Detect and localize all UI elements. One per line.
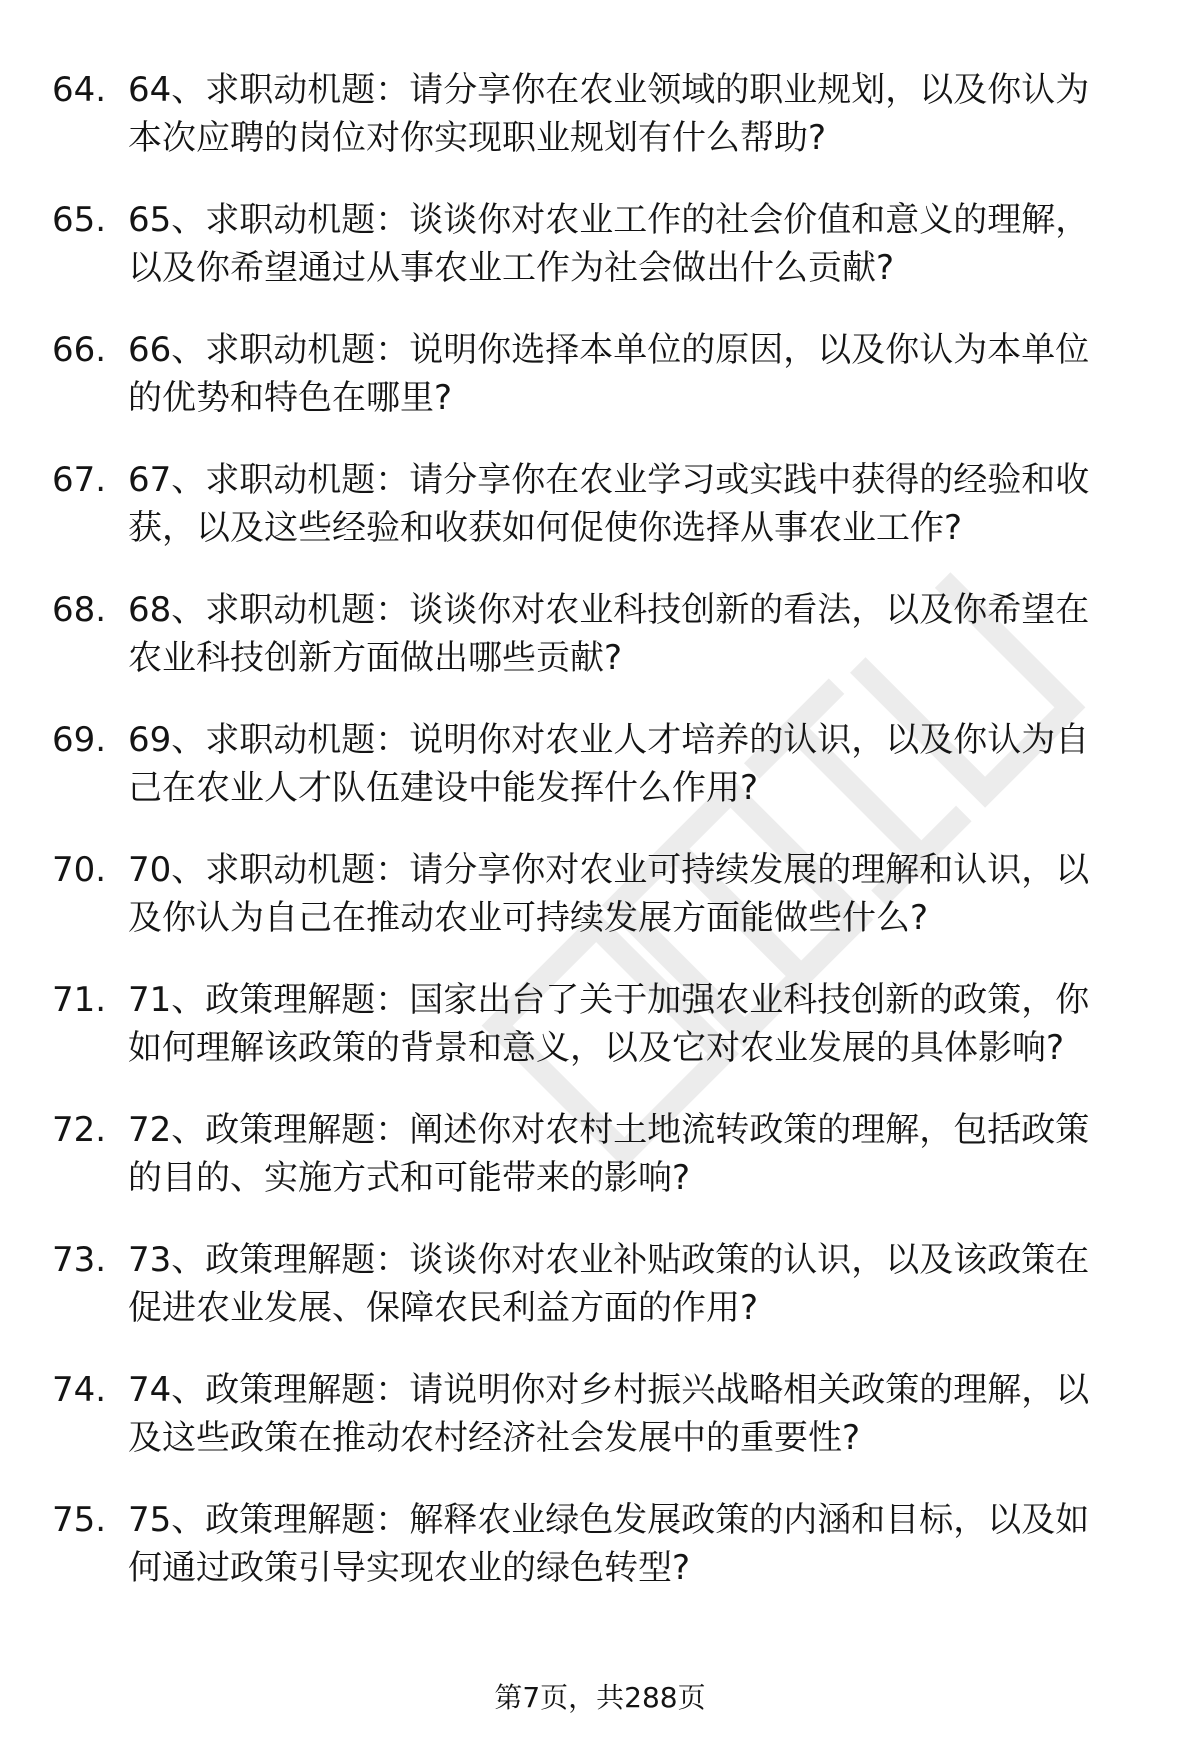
list-item — [0, 315, 1200, 445]
item-text-line: 的优势和特色在哪里? — [128, 378, 453, 418]
item-text-line: 64、求职动机题：请分享你在农业领域的职业规划，以及你认为 — [128, 70, 1090, 110]
item-number: 72. — [52, 1110, 107, 1150]
item-text-line: 65、求职动机题：谈谈你对农业工作的社会价值和意义的理解， — [128, 200, 1090, 240]
question-list — [0, 55, 1200, 1615]
item-number: 66. — [52, 330, 107, 370]
item-text-line: 本次应聘的岗位对你实现职业规划有什么帮助? — [128, 118, 827, 158]
item-text-line: 67、求职动机题：请分享你在农业学习或实践中获得的经验和收 — [128, 460, 1090, 500]
list-item — [0, 185, 1200, 315]
list-item — [0, 575, 1200, 705]
item-number: 64. — [52, 70, 107, 110]
item-text-line: 获，以及这些经验和收获如何促使你选择从事农业工作? — [128, 508, 963, 548]
item-text-line: 促进农业发展、保障农民利益方面的作用? — [128, 1288, 759, 1328]
item-number: 71. — [52, 980, 107, 1020]
item-text-line: 72、政策理解题：阐述你对农村土地流转政策的理解，包括政策 — [128, 1110, 1090, 1150]
item-number: 65. — [52, 200, 107, 240]
item-text-line: 70、求职动机题：请分享你对农业可持续发展的理解和认识，以 — [128, 850, 1090, 890]
list-item — [0, 1355, 1200, 1485]
item-text-line: 以及你希望通过从事农业工作为社会做出什么贡献? — [128, 248, 895, 288]
item-number: 69. — [52, 720, 107, 760]
item-text-line: 74、政策理解题：请说明你对乡村振兴战略相关政策的理解，以 — [128, 1370, 1090, 1410]
item-text-line: 66、求职动机题：说明你选择本单位的原因，以及你认为本单位 — [128, 330, 1090, 370]
item-text-line: 何通过政策引导实现农业的绿色转型? — [128, 1548, 691, 1588]
item-number: 70. — [52, 850, 107, 890]
list-item — [0, 1095, 1200, 1225]
list-item — [0, 965, 1200, 1095]
list-item — [0, 705, 1200, 835]
item-number: 73. — [52, 1240, 107, 1280]
list-item — [0, 1225, 1200, 1355]
item-text-line: 己在农业人才队伍建设中能发挥什么作用? — [128, 768, 759, 808]
item-number: 68. — [52, 590, 107, 630]
list-item — [0, 445, 1200, 575]
item-text-line: 及这些政策在推动农村经济社会发展中的重要性? — [128, 1418, 861, 1458]
item-text-line: 如何理解该政策的背景和意义，以及它对农业发展的具体影响? — [128, 1028, 1065, 1068]
item-number: 67. — [52, 460, 107, 500]
list-item — [0, 1485, 1200, 1615]
item-number: 74. — [52, 1370, 107, 1410]
item-text-line: 73、政策理解题：谈谈你对农业补贴政策的认识，以及该政策在 — [128, 1240, 1090, 1280]
list-item — [0, 835, 1200, 965]
item-text-line: 的目的、实施方式和可能带来的影响? — [128, 1158, 691, 1198]
page-footer: 第7页，共288页 — [494, 1681, 706, 1714]
item-text-line: 农业科技创新方面做出哪些贡献? — [128, 638, 623, 678]
item-text-line: 71、政策理解题：国家出台了关于加强农业科技创新的政策，你 — [128, 980, 1090, 1020]
item-text-line: 69、求职动机题：说明你对农业人才培养的认识，以及你认为自 — [128, 720, 1090, 760]
item-text-line: 及你认为自己在推动农业可持续发展方面能做些什么? — [128, 898, 929, 938]
list-item — [0, 55, 1200, 185]
item-text-line: 75、政策理解题：解释农业绿色发展政策的内涵和目标，以及如 — [128, 1500, 1090, 1540]
item-text-line: 68、求职动机题：谈谈你对农业科技创新的看法，以及你希望在 — [128, 590, 1090, 630]
item-number: 75. — [52, 1500, 107, 1540]
